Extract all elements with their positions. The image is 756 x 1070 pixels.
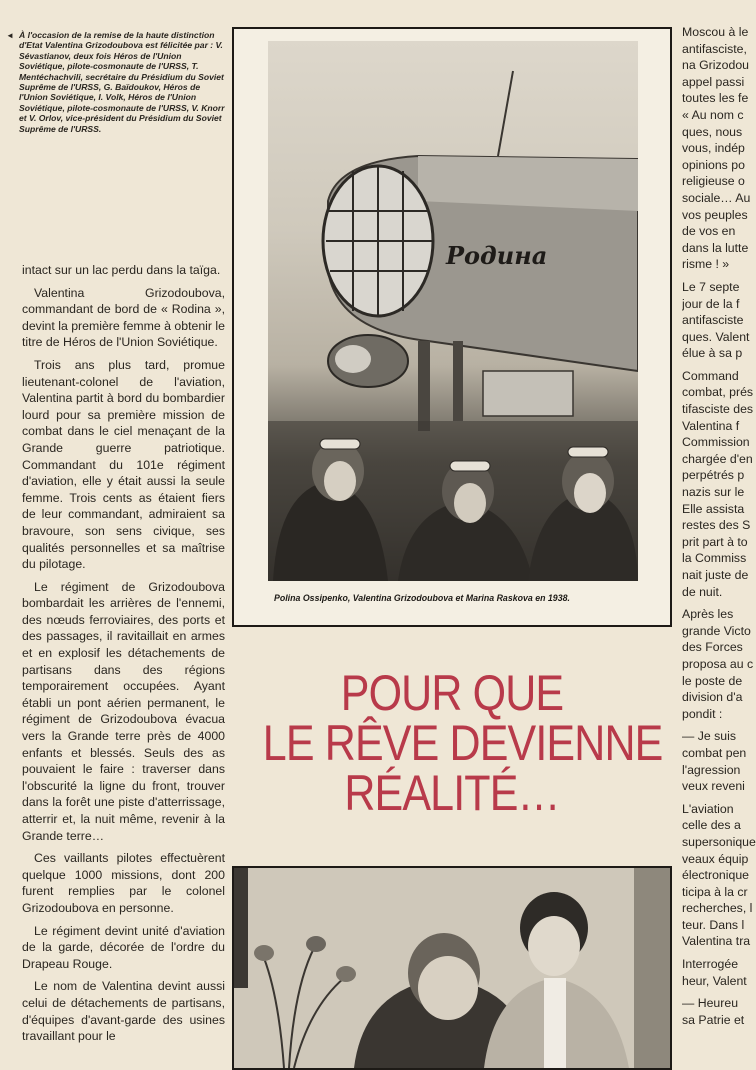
- right-column-line: proposa au c: [682, 656, 754, 671]
- right-column-line: le poste de: [682, 673, 743, 688]
- photo-caption: Polina Ossipenko, Valentina Grizodoubova et Marina Raskova en 1938.: [274, 593, 570, 603]
- grandmother-child-photo: [234, 868, 670, 1068]
- right-column-line: tifasciste des: [682, 402, 754, 417]
- plane-lettering: Родина: [446, 241, 548, 270]
- left-paragraph: Le régiment de Grizodoubova bombardait les arrières de l'ennemi, des nœuds ferroviaires, des ports et des passages, il ravitaillait en armes et en explosif les détachements de partisans dans des régions temporairement occupées. Ayant établi un pont aérien permanent, le régiment de Grizodoubova évacua vers la Grande terre près de 4000 enfants et blessés. Seuls des as pouvaient le faire : traverser dans l'obscurité la ligne du front, trouver dans la forêt une piste d'atterrissage, atterrir et, la nuit même, revenir à la Grande terre…: [22, 579, 225, 843]
- right-column-line: Le 7 septe: [682, 279, 740, 294]
- right-column-line: na Grizodou: [682, 58, 749, 73]
- right-column-line: sociale… Au: [682, 190, 751, 205]
- right-column-line: Commission: [682, 435, 750, 450]
- right-column-line: religieuse o: [682, 174, 745, 189]
- right-column-line: grande Victo: [682, 623, 751, 638]
- right-column-line: Moscou à le: [682, 25, 749, 39]
- right-column-line: — Je suis: [682, 729, 736, 744]
- main-photo-frame: [232, 27, 672, 627]
- right-column-line: recherches, l: [682, 901, 753, 916]
- right-column-line: dans la lutte: [682, 240, 749, 255]
- right-column-line: — Heureu: [682, 996, 739, 1011]
- right-column-line: celle des a: [682, 818, 741, 833]
- right-column-line: de vos en: [682, 224, 736, 239]
- right-column-line: Valentina f: [682, 418, 740, 433]
- left-paragraph: Le régiment devint unité d'aviation de la garde, décorée de l'ordre du Drapeau Rouge.: [22, 923, 225, 971]
- right-column-line: des Forces: [682, 640, 743, 655]
- aviators-photo: [268, 41, 638, 581]
- right-column-line: division d'a: [682, 690, 743, 705]
- right-column-line: jour de la f: [682, 296, 740, 311]
- right-column-line: ques. Valent: [682, 329, 750, 344]
- right-column-line: appel passi: [682, 74, 745, 89]
- right-column-line: combat, prés: [682, 385, 754, 400]
- right-column-line: antifasciste: [682, 313, 744, 328]
- top-caption-text: À l'occasion de la remise de la haute distinction d'Etat Valentina Grizodoubova est félicitée par : V. Sévastianov, deux fois Héros de l'Union Soviétique, pilote-cosmonaute de l'URSS, T. Mentéchachvili, secrétaire du Présidium du Soviet Suprême de l'URSS, G. Baïdoukov, Héros de l'Union Soviétique, I. Volk, Héros de l'Union Soviétique, pilote-cosmonaute de l'URSS, V. Knorr et V. Orlov, vice-président du Présidium du Soviet Suprême de l'URSS.: [19, 30, 225, 134]
- right-column-line: risme ! »: [682, 257, 730, 272]
- article-headline: [262, 665, 663, 821]
- right-column-line: ques, nous: [682, 124, 743, 139]
- right-article-column: [682, 24, 756, 1028]
- right-column-line: teur. Dans l: [682, 917, 745, 932]
- right-column-line: élue à sa p: [682, 346, 743, 361]
- right-column-line: L'aviation: [682, 801, 734, 816]
- right-column-line: prit part à to: [682, 534, 748, 549]
- right-column-line: de nuit.: [682, 584, 723, 599]
- caption-arrow-icon: ◂: [8, 30, 13, 40]
- right-column-line: veaux équip: [682, 851, 749, 866]
- right-column-line: vous, indép: [682, 141, 745, 156]
- headline-line: RÉALITÉ…: [344, 765, 560, 821]
- right-column-line: veux reveni: [682, 779, 745, 794]
- left-paragraph: Ces vaillants pilotes effectuèrent quelque 1000 missions, dont 200 furent remplies par le colonel Grizodoubova en personne.: [22, 851, 225, 915]
- right-column-line: heur, Valent: [682, 973, 747, 988]
- right-column-line: l'agression: [682, 762, 741, 777]
- right-column-line: toutes les fe: [682, 91, 749, 106]
- right-column-line: perpétrés p: [682, 468, 745, 483]
- left-paragraph: intact sur un lac perdu dans la taïga.: [22, 263, 221, 277]
- right-column-line: restes des S: [682, 518, 751, 533]
- headline-line: LE RÊVE DEVIENNE: [262, 715, 663, 771]
- right-column-line: électronique: [682, 868, 749, 883]
- left-article-column: [22, 262, 225, 1051]
- right-column-line: chargée d'en: [682, 451, 753, 466]
- right-column-line: « Au nom c: [682, 107, 744, 122]
- right-column-line: Interrogée: [682, 957, 739, 972]
- right-column-line: combat pen: [682, 745, 747, 760]
- left-paragraph: Trois ans plus tard, promue lieutenant-colonel de l'aviation, Valentina partit à bord du bombardier lourd pour sa première mission de combat dans le ciel menaçant de la Grande guerre patriotique. Commandant du 101e régiment d'aviation, elle y était aussi la seule femme. Trois cents as étaient fiers de leur commandant, admiraient sa bravoure, son sens civique, ses qualités personnelles et sa maîtrise du pilotage.: [22, 357, 225, 572]
- right-column-line: Après les: [682, 607, 734, 622]
- right-column-line: Elle assista: [682, 501, 745, 516]
- right-column-line: nait juste de: [682, 568, 749, 582]
- top-photo-caption: [8, 30, 226, 134]
- aviators-photo-illustration: [268, 41, 638, 581]
- right-column-line: antifasciste,: [682, 41, 747, 56]
- right-column-line: opinions po: [682, 157, 745, 172]
- left-paragraph: Le nom de Valentina devint aussi celui de détachements de partisans, d'équipes d'avant-garde des usines travaillant pour le: [22, 979, 225, 1044]
- second-photo-frame: [232, 866, 672, 1070]
- left-paragraph: Valentina Grizodoubova, commandant de bord de « Rodina », devint la première femme à obtenir le titre de Héros de l'Union Soviétique.: [22, 285, 225, 350]
- right-column-line: ticipa à la cr: [682, 884, 748, 899]
- right-column-line: pondit :: [682, 706, 723, 721]
- headline-line: POUR QUE: [340, 665, 564, 721]
- right-column-line: Valentina tra: [682, 934, 751, 949]
- right-column-line: Command: [682, 368, 739, 383]
- right-column-line: nazis sur le: [682, 485, 745, 500]
- right-column-line: supersonique: [682, 834, 756, 849]
- grandmother-child-illustration: [234, 868, 670, 1068]
- right-column-line: vos peuples: [682, 207, 748, 222]
- right-column-line: sa Patrie et: [682, 1012, 745, 1027]
- right-column-line: la Commiss: [682, 551, 747, 566]
